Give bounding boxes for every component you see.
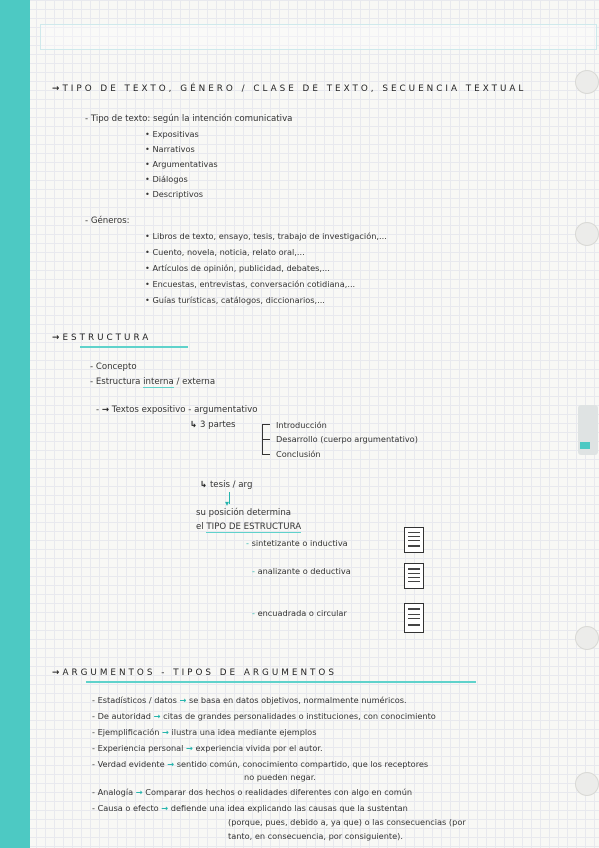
corner-arrow-icon: ↳ [200, 480, 208, 490]
arrow-icon: → [52, 84, 63, 94]
argument-continuation: (porque, pues, debido a, ya que) o las consecuencias (por [228, 817, 466, 827]
argument-item: - De autoridad → citas de grandes personalidades o instituciones, con conocimiento [92, 711, 436, 721]
genero-item: • Guías turísticas, catálogos, diccionarios,... [145, 295, 325, 305]
arrow-icon: → [52, 668, 63, 678]
section-heading-2 [52, 333, 151, 343]
section-heading-1 [52, 84, 526, 94]
genero-item: • Artículos de opinión, publicidad, debates,... [145, 263, 330, 273]
argument-item: - Experiencia personal → experiencia vivida por el autor. [92, 743, 323, 753]
generos-label: - Géneros: [85, 216, 130, 226]
sintetizante-structure-icon [404, 527, 424, 553]
parte-item: Desarrollo (cuerpo argumentativo) [276, 434, 418, 444]
heading-text: TIPO DE TEXTO, GÉNERO / CLASE DE TEXTO, SECUENCIA TEXTUAL [62, 84, 527, 94]
corner-arrow-icon: ↳ [190, 420, 198, 430]
punch-hole [575, 222, 599, 246]
genero-item: • Encuestas, entrevistas, conversación cotidiana,... [145, 279, 356, 289]
section-heading-3 [52, 668, 337, 678]
tipo-item: • Argumentativas [145, 159, 218, 169]
argument-item: - Estadísticos / datos → se basa en datos objetivos, normalmente numéricos. [92, 695, 407, 705]
argument-item: - Analogía → Comparar dos hechos o realidades diferentes con algo en común [92, 787, 413, 797]
heading-text: ESTRUCTURA [62, 333, 152, 343]
argument-item: - Causa o efecto → defiende una idea explicando las causas que la sustentan [92, 803, 408, 813]
partes-line: ↳ 3 partes [190, 420, 236, 430]
tipo-item: • Narrativos [145, 144, 195, 154]
punch-hole [575, 70, 599, 94]
argument-item: - Verdad evidente → sentido común, conocimiento compartido, que los receptores [92, 759, 429, 769]
heading-underline [80, 346, 188, 348]
tipo-label: - Tipo de texto: según la intención comunicativa [85, 114, 293, 124]
punch-hole [575, 772, 599, 796]
posicion-line-1: su posición determina [196, 508, 292, 518]
estructura-type: - sintetizante o inductiva [246, 538, 348, 548]
binder-spine [0, 0, 30, 848]
concepto: - Concepto [90, 362, 137, 372]
parte-item: Introducción [276, 420, 327, 430]
down-arrow-icon [229, 492, 230, 504]
page-header-box [40, 24, 597, 50]
arrow-icon: → [52, 333, 63, 343]
argument-item: - Ejemplificación → ilustra una idea mediante ejemplos [92, 727, 317, 737]
encuadrada-structure-icon [404, 603, 424, 633]
page-tab-marker [580, 442, 590, 449]
argument-continuation: tanto, en consecuencia, por consiguiente). [228, 831, 403, 841]
parte-item: Conclusión [276, 449, 321, 459]
arrow-icon: → [101, 405, 110, 415]
textos-line: - → Textos expositivo - argumentativo [96, 405, 258, 415]
tipo-item: • Expositivas [145, 129, 199, 139]
genero-item: • Cuento, novela, noticia, relato oral,... [145, 247, 305, 257]
argument-continuation: no pueden negar. [244, 772, 316, 782]
genero-item: • Libros de texto, ensayo, tesis, trabajo de investigación,... [145, 231, 387, 241]
heading-text: ARGUMENTOS - TIPOS DE ARGUMENTOS [62, 668, 337, 678]
posicion-line-2: el TIPO DE ESTRUCTURA [196, 522, 302, 532]
estructura-type: - analizante o deductiva [252, 566, 351, 576]
punch-hole [575, 626, 599, 650]
heading-underline [86, 681, 476, 683]
estructura-line: - Estructura interna / externa [90, 377, 216, 387]
tesis-line: ↳ tesis / arg [200, 480, 253, 490]
tipo-item: • Descriptivos [145, 189, 203, 199]
estructura-type: - encuadrada o circular [252, 608, 347, 618]
tipo-item: • Diálogos [145, 174, 188, 184]
analizante-structure-icon [404, 563, 424, 589]
